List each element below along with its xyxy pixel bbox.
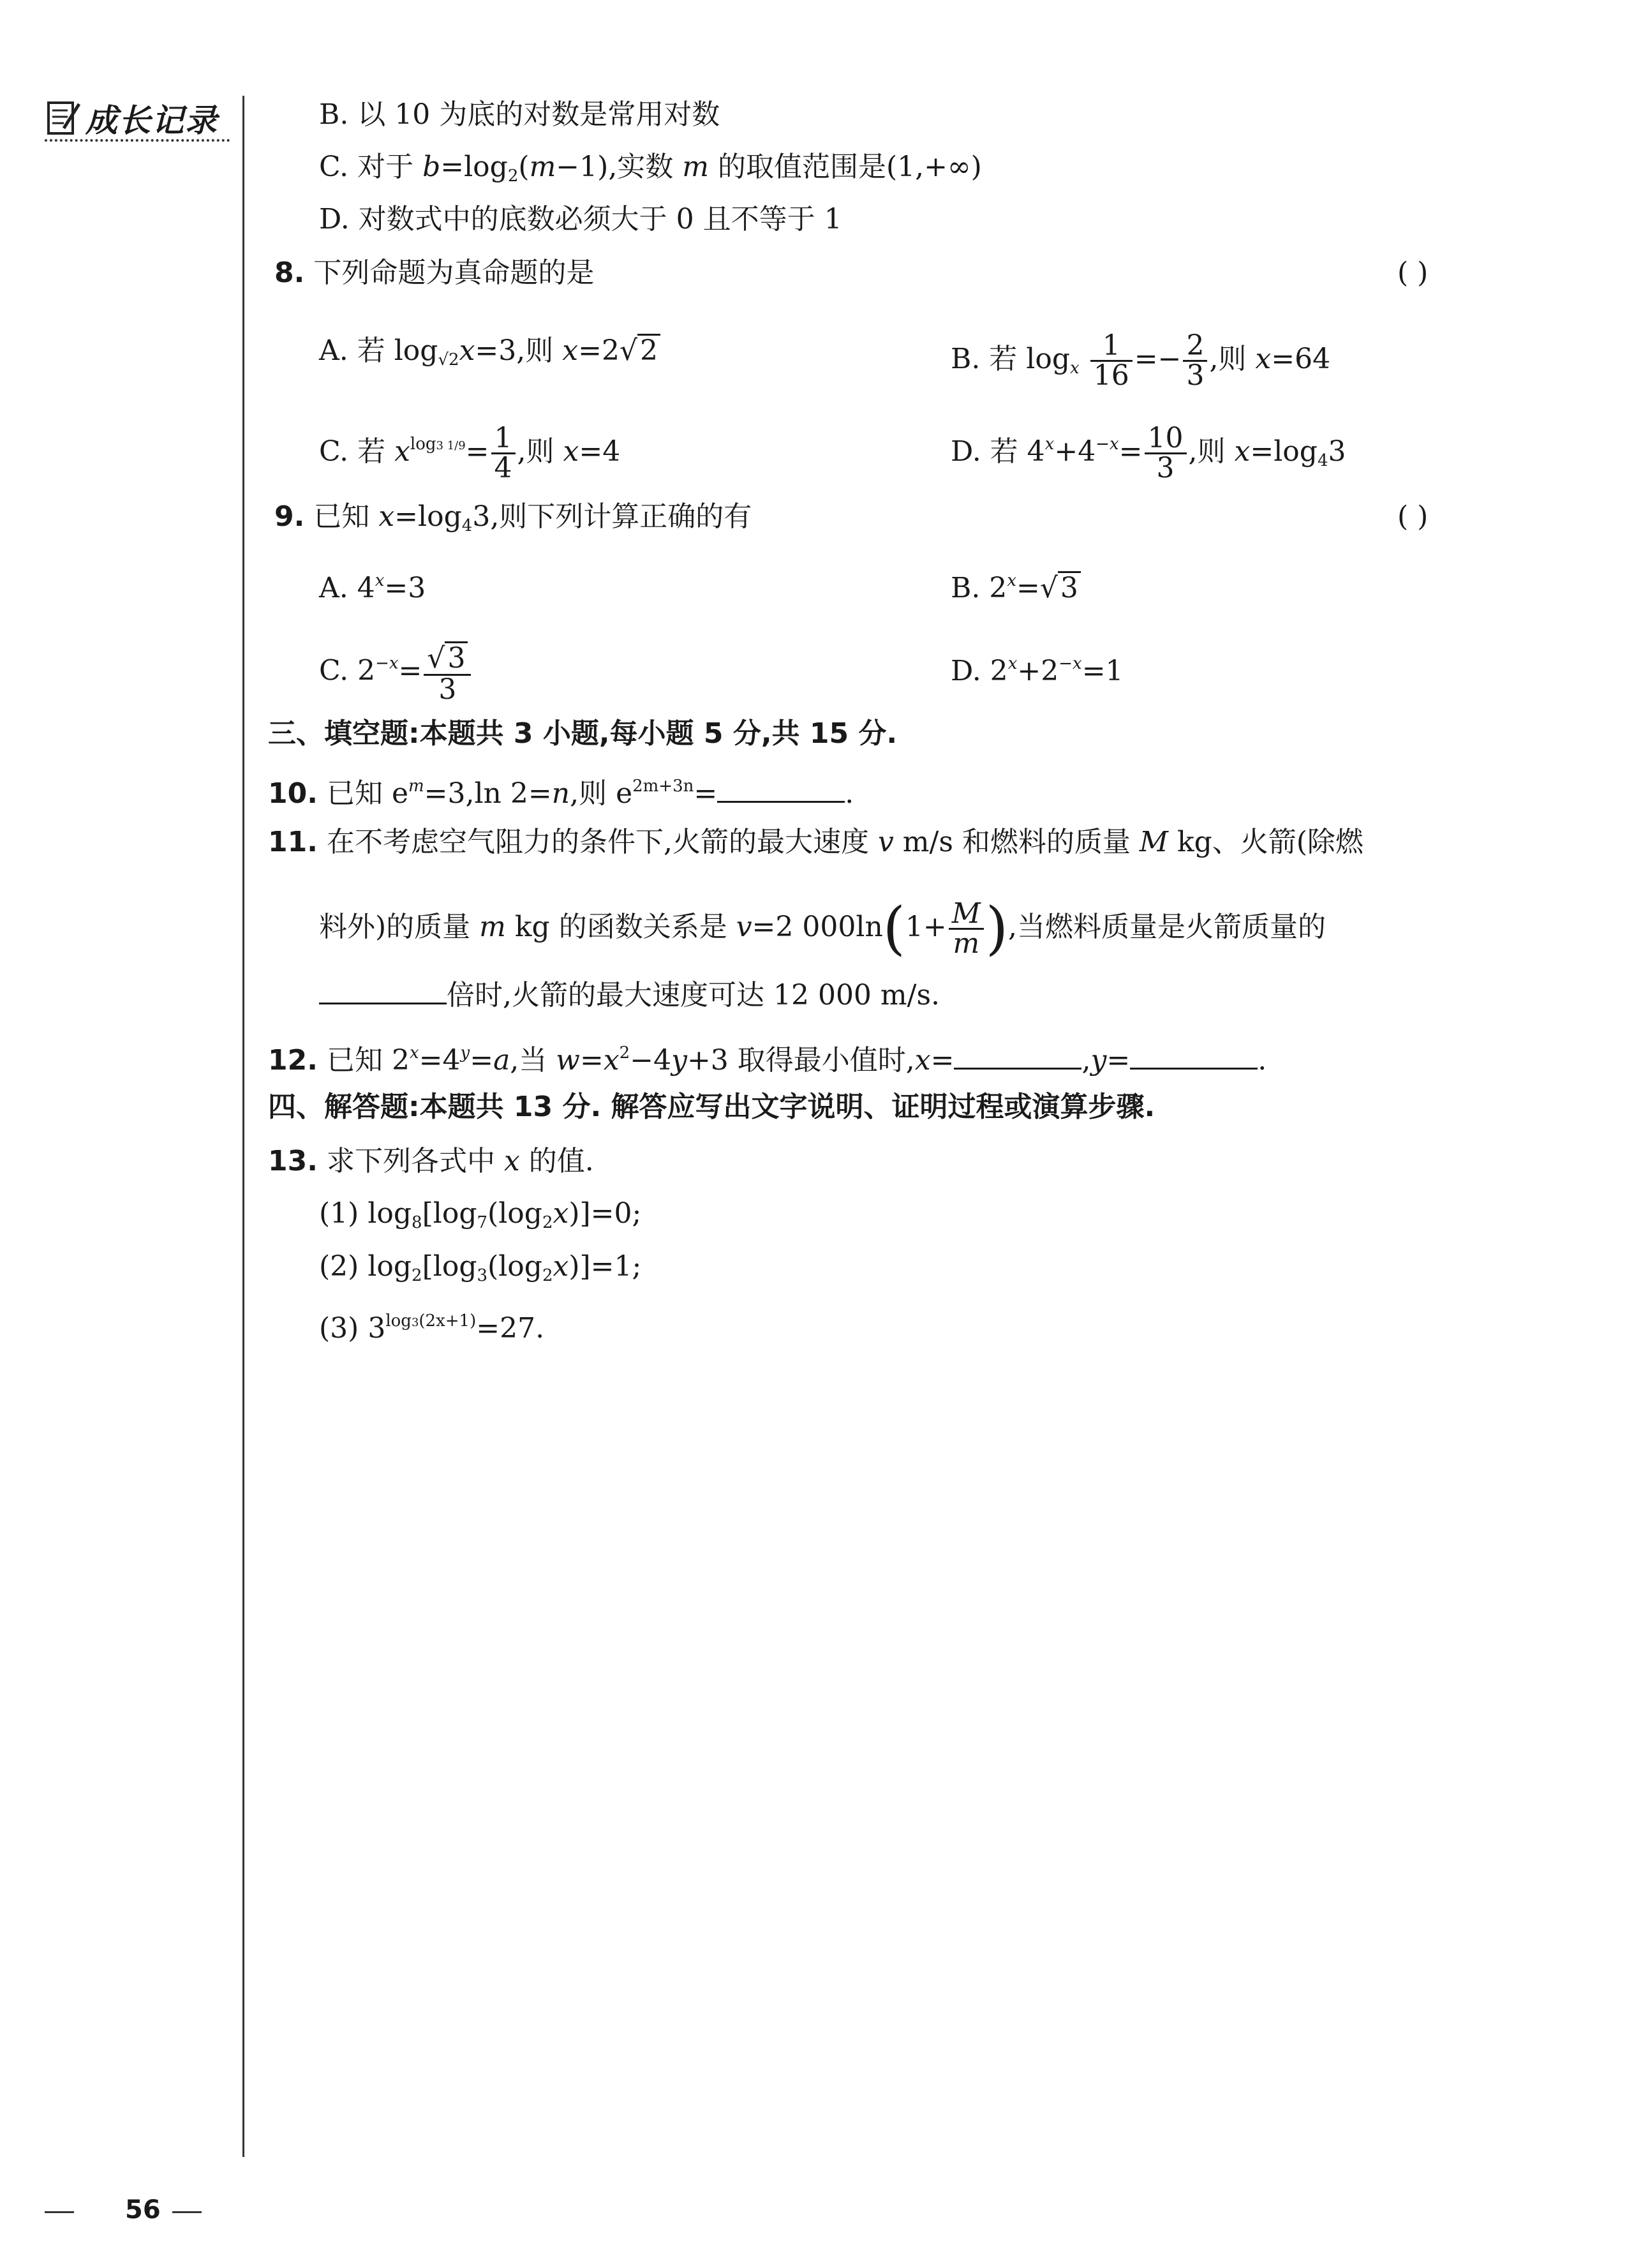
q12-x-blank: [954, 1042, 1081, 1070]
q12: 12. 已知 $2^x=4^y=a$,当 $w=x^2-4y+3$ 取得最小值时,x= ,y= .: [268, 1043, 1267, 1077]
section-3-heading: 三、填空题:本题共 3 小题,每小题 5 分,共 15 分.: [268, 717, 898, 750]
q8-option-d: D. 若 $4^x+4^{-x}=$ $\frac{10}{3}$ ,则 $x=\log_43$: [951, 422, 1346, 484]
q9-option-d: D. $2^x+2^{-x}=1$: [951, 654, 1124, 687]
header-badge: [45, 89, 218, 147]
q13-stem: 13. 求下列各式中 x 的值.: [268, 1145, 594, 1177]
q8-answer-paren: ( ): [1397, 257, 1429, 289]
q7-option-c: C. 对于 $b=\log_2(m-1)$,实数 m 的取值范围是(1,+∞): [319, 151, 982, 186]
q7-option-b: B. 以 10 为底的对数是常用对数: [319, 98, 720, 131]
q9-answer-paren: ( ): [1397, 500, 1429, 533]
q9-option-c: C. $2^{-x}=$ $\frac{√3}{3}$: [319, 641, 473, 704]
q13-part-1: (1) $\log_8[\log_7(\log_2x)]=0$;: [319, 1197, 642, 1232]
q13-part-3: (3) $3^{log3(2x+1)}=27$.: [319, 1311, 545, 1345]
q9-stem: 9. 已知 $x=\log_43$,则下列计算正确的有: [274, 500, 752, 535]
q8-option-b: B. 若 $\log_x$ $\frac{1}{16}$ =− $\frac{2}{3}$ ,则 x=64: [951, 329, 1331, 392]
q7-option-d: D. 对数式中的底数必须大于 0 且不等于 1: [319, 203, 842, 235]
page-number: 56: [125, 2195, 161, 2225]
q9-option-b: B. $2^x=√3$: [951, 562, 1081, 608]
header-title: 成长记录: [85, 102, 218, 139]
notebook-pencil-icon: [45, 99, 83, 137]
section-4-heading: 四、解答题:本题共 13 分. 解答应写出文字说明、证明过程或演算步骤.: [268, 1091, 1155, 1123]
header-underline: [45, 139, 230, 142]
footer-dash-right: [172, 2211, 202, 2213]
q11-answer-blank: [319, 977, 447, 1004]
q13-part-2: (2) $\log_2[\log_3(\log_2x)]=1$;: [319, 1250, 642, 1285]
q10-answer-blank: [717, 775, 845, 803]
q11-line-1: 11. 在不考虑空气阻力的条件下,火箭的最大速度 v m/s 和燃料的质量 M kg、火箭(除燃: [268, 826, 1363, 858]
q8-option-c: C. 若 $x^{log3 1/9}=$ $\frac{1}{4}$ ,则 x=4: [319, 422, 621, 484]
margin-divider: [242, 96, 244, 2157]
q12-y-blank: [1130, 1042, 1258, 1070]
footer-dash-left: [45, 2211, 74, 2213]
q10: 10. 已知 $e^m=3,\ln$ 2=n,则 $e^{2m+3n}=$ .: [268, 777, 854, 810]
q8-option-a: A. 若 $\log_{√2}x=3$,则 x=2√2: [319, 332, 660, 379]
q11-line-3: 倍时,火箭的最大速度可达 12 000 m/s.: [319, 976, 940, 1015]
q8-stem: 8. 下列命题为真命题的是: [274, 257, 595, 289]
q11-line-2: 料外)的质量 m kg 的函数关系是 v=2 000ln(1+ $\frac{M}{m}$ ),当燃料质量是火箭质量的: [319, 895, 1326, 962]
q9-option-a: A. $4^x=3$: [319, 571, 426, 604]
